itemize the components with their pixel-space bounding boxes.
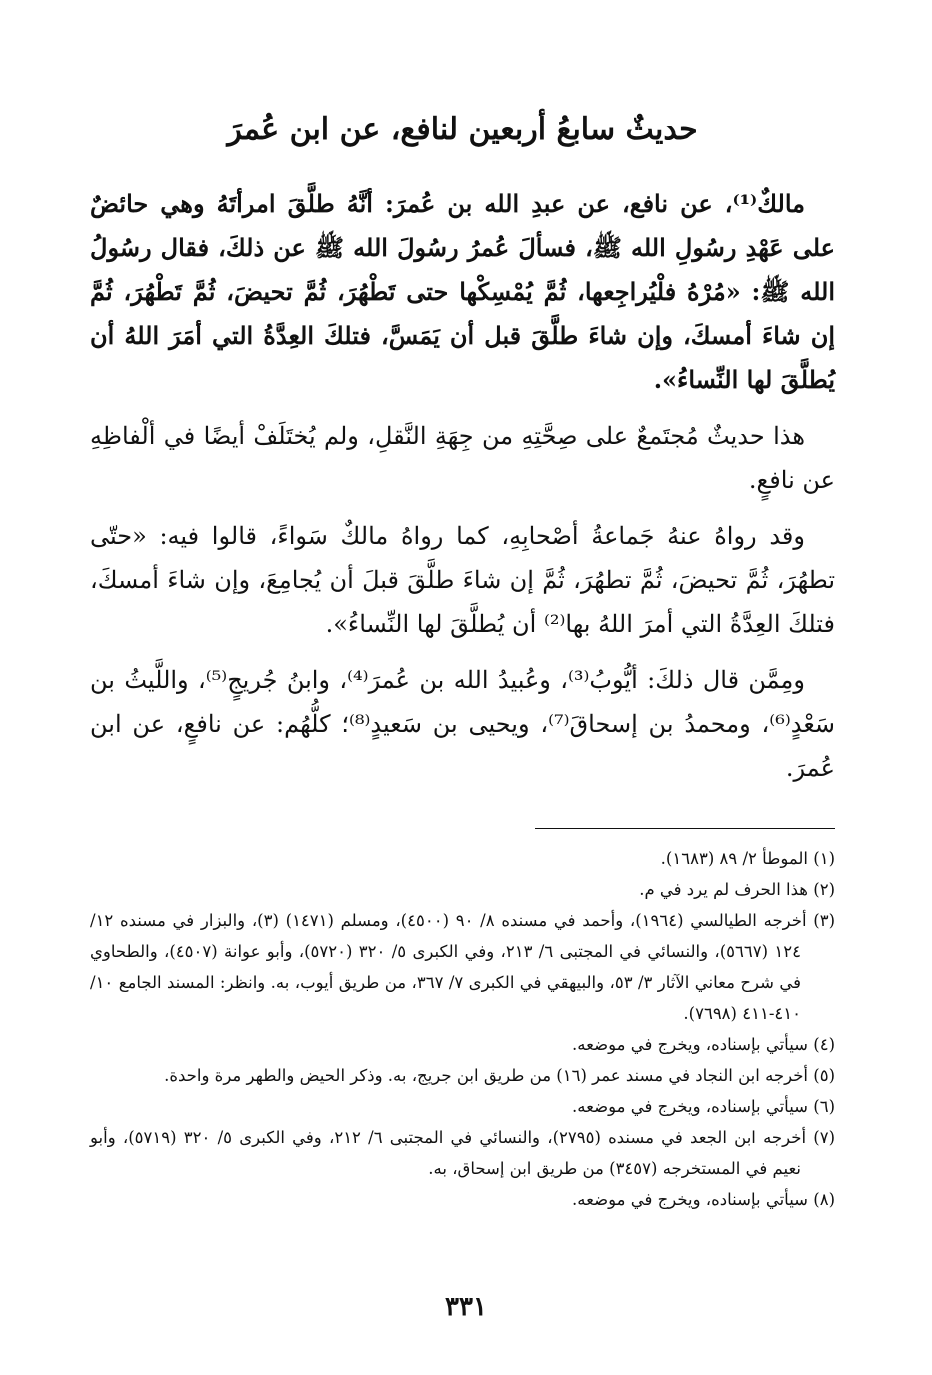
hadith-text: مالكٌ⁽¹⁾، عن نافع، عن عبدِ الله بن عُمرَ: أنَّهُ طلَّقَ امرأتَهُ وهي حائضٌ على عَهْدِ رسُولِ الله ﷺ، فسألَ عُمرُ رسُولَ الله ﷺ عن ذلكَ، فقال رسُولُ الله ﷺ: «مُرْهُ فلْيُراجِعها، ثُمَّ يُمْسِكْها حتى تَطْهُرَ، ثُمَّ تحيضَ، ثُمَّ تَطْهُرَ، ثُمَّ إن شاءَ أمسكَ، وإن شاءَ طلَّقَ قبل أن يَمَسَّ، فتلكَ العِدَّةُ التي أمَرَ اللهُ أن يُطلَّقَ لها النِّساءُ». [90, 189, 835, 394]
footnote: (٨) سيأتي بإسناده، ويخرج في موضعه. [572, 1190, 835, 1209]
footnotes [90, 843, 835, 1215]
footnote: (١) الموطأ ٢/ ٨٩ (١٦٨٣). [660, 849, 835, 868]
page-body [90, 100, 835, 1215]
page-number: ٣٣١ [445, 1292, 487, 1322]
page-title: حديثٌ سابعُ أربعين لنافع، عن ابن عُمرَ [227, 112, 698, 147]
footnote: (٦) سيأتي بإسناده، ويخرج في موضعه. [572, 1097, 835, 1116]
commentary-paragraph: هذا حديثٌ مُجتَمعٌ على صِحَّتِهِ من جِهَةِ النَّقلِ، ولم يُختَلَفْ أيضًا في ألْفاظِهِ عن نافعٍ. [90, 422, 835, 494]
footnote: (٥) أخرجه ابن النجاد في مسند عمر (١٦) من طريق ابن جريج، به. وذكر الحيض والطهر مرة واحدة. [164, 1066, 835, 1085]
footnote: (٢) هذا الحرف لم يرد في م. [639, 880, 835, 899]
footnote: (٣) أخرجه الطيالسي (١٩٦٤)، وأحمد في مسنده ٨/ ٩٠ (٤٥٠٠)، ومسلم (١٤٧١) (٣)، والبزار في مسنده ١٢/ ١٢٤ (٥٦٦٧)، والنسائي في المجتبى ٦/ ٢١٣، وفي الكبرى ٥/ ٣٢٠ (٥٧٢٠)، وأبو عوانة (٤٥٠٧)، والطحاوي في شرح معاني الآثار ٣/ ٥٣، والبيهقي في الكبرى ٧/ ٣٦٧، من طريق أيوب، به. وانظر: المسند الجامع ١٠/ ٤١٠-٤١١ (٧٦٩٨). [90, 911, 835, 1023]
footnote-divider [535, 828, 835, 829]
commentary-paragraph: وقد رواهُ عنهُ جَماعةُ أصْحابِهِ، كما رواهُ مالكٌ سَواءً، قالوا فيه: «حتّى تطهُرَ، ثُمَّ تحيضَ، ثُمَّ تطهُرَ، ثُمَّ إن شاءَ طلَّقَ قبلَ أن يُجامِعَ، وإن شاءَ أمسكَ، فتلكَ العِدَّةُ التي أمرَ اللهُ بها⁽²⁾ أن يُطلَّقَ لها النِّساءُ». [90, 522, 835, 638]
footnote: (٧) أخرجه ابن الجعد في مسنده (٢٧٩٥)، والنسائي في المجتبى ٦/ ٢١٢، وفي الكبرى ٥/ ٣٢٠ (٥٧١٩)، وأبو نعيم في المستخرجه (٣٤٥٧) من طريق ابن إسحاق، به. [90, 1128, 835, 1178]
footnote: (٤) سيأتي بإسناده، ويخرج في موضعه. [572, 1035, 835, 1054]
commentary-paragraph: ومِمَّن قال ذلكَ: أيُّوبُ⁽³⁾، وعُبيدُ الله بن عُمرَ⁽⁴⁾، وابنُ جُريجٍ⁽⁵⁾، واللَّيثُ بن سَعْدٍ⁽⁶⁾، ومحمدُ بن إسحاقَ⁽⁷⁾، ويحيى بن سَعيدٍ⁽⁸⁾؛ كلُّهُم: عن نافعٍ، عن ابن عُمرَ. [90, 666, 836, 782]
